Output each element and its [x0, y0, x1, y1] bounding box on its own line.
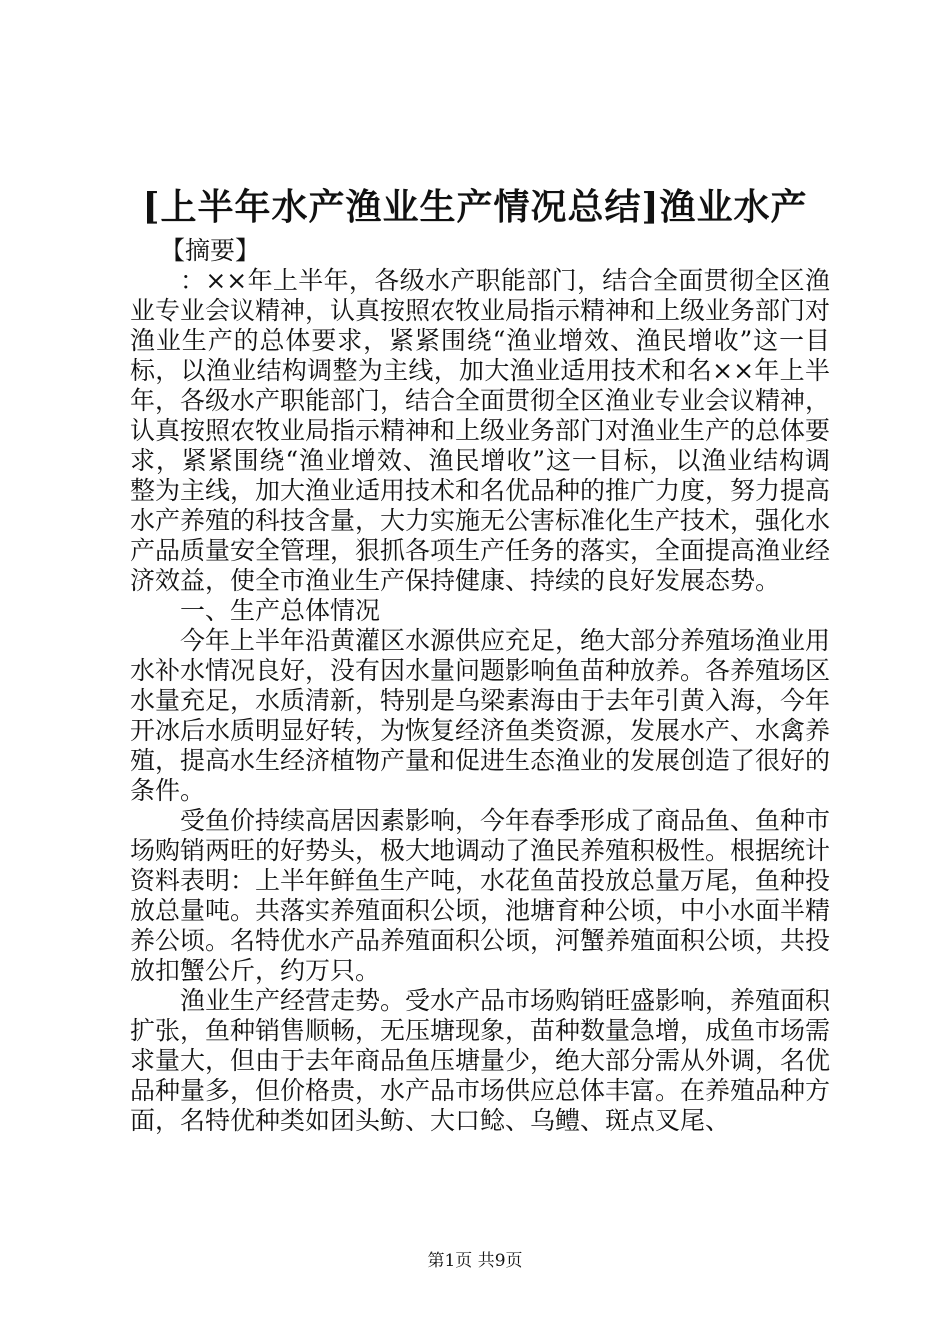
section-heading: 一、生产总体情况 — [180, 596, 381, 625]
body-paragraph: 渔业生产经营走势。受水产品市场购销旺盛影响，养殖面积扩张，鱼种销售顺畅，无压塘现象，苗种数量急增，成鱼市场需求量大，但由于去年商品鱼压塘量少，绝大部分需从外调，名优品种量多，但价格贵，水产品市场供应总体丰富。在养殖品种方面，名特优种类如团头鲂、大口鲶、乌鳢、斑点叉尾、 — [130, 986, 831, 1135]
page-number-footer: 第1页 共9页 — [427, 1251, 523, 1271]
document-title: [上半年水产渔业生产情况总结]渔业水产 — [142, 186, 808, 228]
body-paragraph: 受鱼价持续高居因素影响，今年春季形成了商品鱼、鱼种市场购销两旺的好势头，极大地调动了渔民养殖积极性。根据统计资料表明：上半年鲜鱼生产吨，水花鱼苗投放总量万尾，鱼种投放总量吨。共落实养殖面积公顷，池塘育种公顷，中小水面半精养公顷。名特优水产品养殖面积公顷，河蟹养殖面积公顷，共投放扣蟹公斤，约万只。 — [130, 806, 831, 985]
document-body — [130, 236, 830, 1136]
abstract-label: 【摘要】 — [160, 236, 261, 265]
abstract-paragraph: ：××年上半年，各级水产职能部门，结合全面贯彻全区渔业专业会议精神，认真按照农牧业局指示精神和上级业务部门对渔业生产的总体要求，紧紧围绕“渔业增效、渔民增收”这一目标，以渔业结构调整为主线，加大渔业适用技术和名××年上半年，各级水产职能部门，结合全面贯彻全区渔业专业会议精神，认真按照农牧业局指示精神和上级业务部门对渔业生产的总体要求，紧紧围绕“渔业增效、渔民增收”这一目标，以渔业结构调整为主线，加大渔业适用技术和名优品种的推广力度，努力提高水产养殖的科技含量，大力实施无公害标准化生产技术，强化水产品质量安全管理，狠抓各项生产任务的落实，全面提高渔业经济效益，使全市渔业生产保持健康、持续的良好发展态势。 — [130, 266, 831, 595]
body-paragraph: 今年上半年沿黄灌区水源供应充足，绝大部分养殖场渔业用水补水情况良好，没有因水量问题影响鱼苗种放养。各养殖场区水量充足，水质清新，特别是乌梁素海由于去年引黄入海，今年开冰后水质明显好转，为恢复经济鱼类资源，发展水产、水禽养殖，提高水生经济植物产量和促进生态渔业的发展创造了很好的条件。 — [130, 626, 831, 805]
